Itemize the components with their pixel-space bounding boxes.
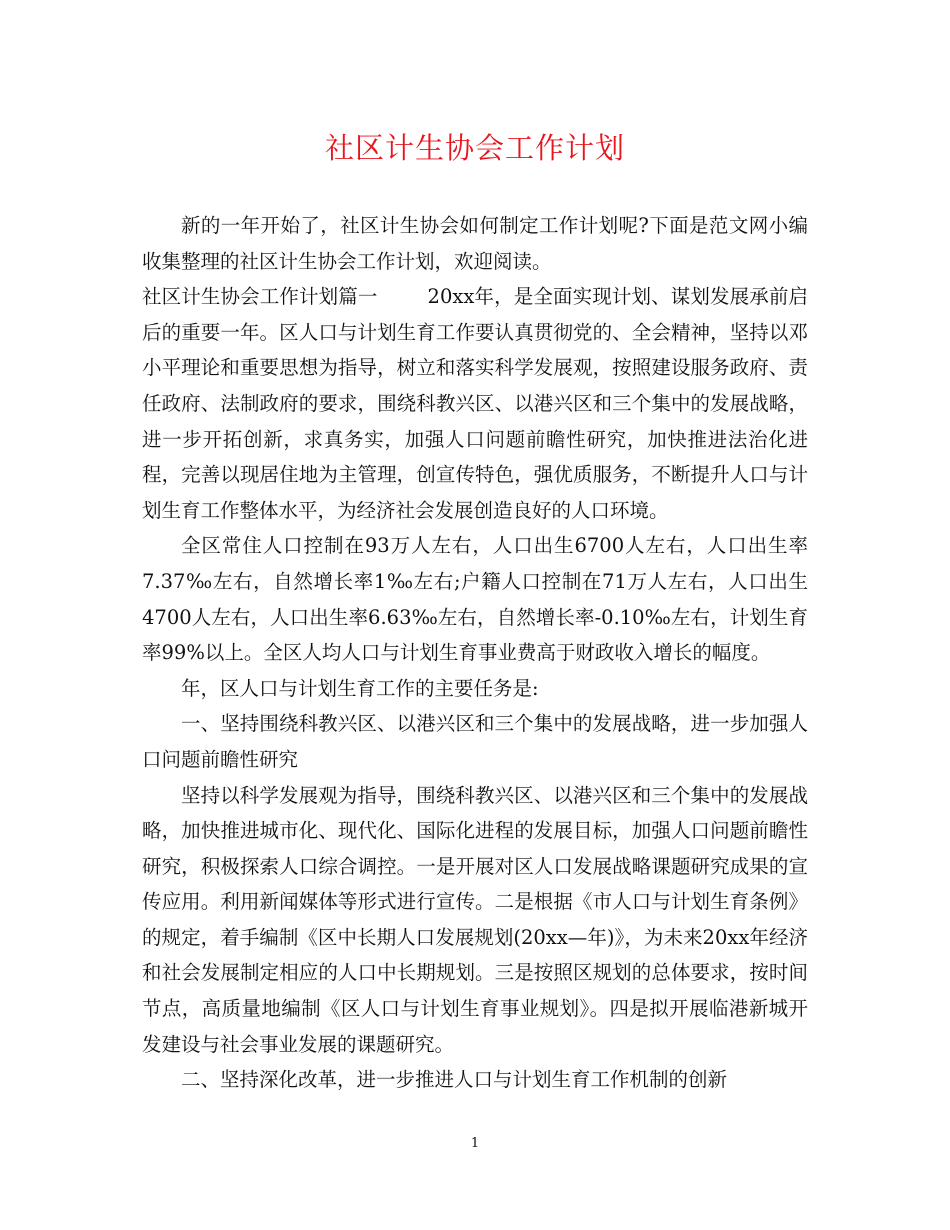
document-title: 社区计生协会工作计划 — [324, 131, 625, 165]
main-tasks-paragraph: 年，区人口与计划生育工作的主要任务是: — [181, 676, 539, 700]
document-body — [142, 208, 808, 1098]
section-heading: 社区计生协会工作计划篇一 — [142, 285, 378, 309]
intro-paragraph: 新的一年开始了，社区计生协会如何制定工作计划呢?下面是范文网小编收集整理的社区计生协会工作计划，欢迎阅读。 — [142, 214, 808, 273]
population-targets-paragraph: 全区常住人口控制在93万人左右，人口出生6700人左右，人口出生率7.37‰左右，自然增长率1‰左右;户籍人口控制在71万人左右，人口出生4700人左右，人口出生率6.63‰左右，自然增长率-0.10‰左右，计划生育率99%以上。全区人均人口与计划生育事业费高于财政收入增长的幅度。 — [142, 534, 808, 665]
task-one-paragraph: 坚持以科学发展观为指导，围绕科教兴区、以港兴区和三个集中的发展战略，加快推进城市化、现代化、国际化进程的发展目标，加强人口问题前瞻性研究，积极探索人口综合调控。一是开展对区人口发展战略课题研究成果的宣传应用。利用新闻媒体等形式进行宣传。二是根据《市人口与计划生育条例》的规定，着手编制《区中长期人口发展规划(20xx—年)》，为未来20xx年经济和社会发展制定相应的人口中长期规划。三是按照区规划的总体要求，按时间节点，高质量地编制《区人口与计划生育事业规划》。四是拟开展临港新城开发建设与社会事业发展的课题研究。 — [142, 783, 808, 1056]
section-paragraph — [142, 279, 808, 528]
section-text: 20xx年，是全面实现计划、谋划发展承前启后的重要一年。区人口与计划生育工作要认真贯彻党的、全会精神，坚持以邓小平理论和重要思想为指导，树立和落实科学发展观，按照建设服务政府、责任政府、法制政府的要求，围绕科教兴区、以港兴区和三个集中的发展战略，进一步开拓创新，求真务实，加强人口问题前瞻性研究，加快推进法治化进程，完善以现居住地为主管理，创宣传特色，强优质服务，不断提升人口与计划生育工作整体水平，为经济社会发展创造良好的人口环境。 — [142, 285, 808, 522]
task-one-heading: 一、坚持围绕科教兴区、以港兴区和三个集中的发展战略，进一步加强人口问题前瞻性研究 — [142, 712, 808, 771]
task-two-heading: 二、坚持深化改革，进一步推进人口与计划生育工作机制的创新 — [181, 1068, 728, 1092]
page-number: 1 — [470, 1136, 480, 1151]
